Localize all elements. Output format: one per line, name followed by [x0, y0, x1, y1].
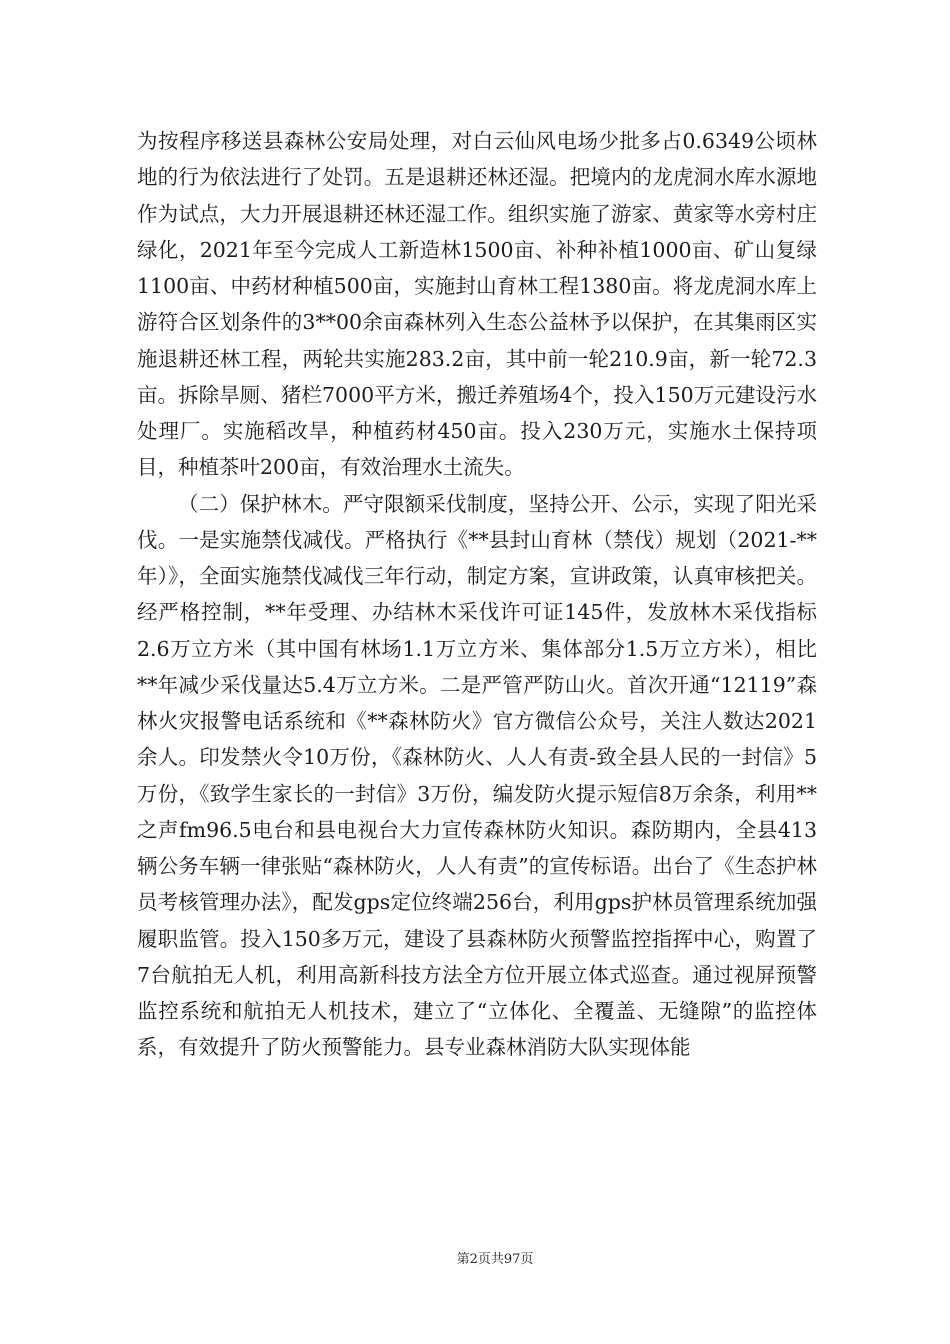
paragraph-continuation: 为按程序移送县森林公安局处理，对白云仙风电场少批多占0.6349公顷林地的行为依法进行了处罚。五是退耕还林还湿。把境内的龙虎洞水库水源地作为试点，大力开展退耕还林还湿工作。组织实施了游家、黄家等水旁村庄绿化，2021年至今完成人工新造林1500亩、补种补植1000亩、矿山复绿1100亩、中药材种植500亩，实施封山育林工程1380亩。将龙虎洞水库上游符合区划条件的3**00余亩森林列入生态公益林予以保护，在其集雨区实施退耕还林工程，两轮共实施283.2亩，其中前一轮210.9亩，新一轮72.3亩。拆除旱厕、猪栏7000平方米，搬迁养殖场4个，投入150万元建设污水处理厂。实施稻改旱，种植药材450亩。投入230万元，实施水土保持项目，种植茶叶200亩，有效治理水土流失。 — [137, 129, 817, 480]
page-number-footer: 第2页共97页 — [456, 1252, 534, 1267]
paragraph-protect-forest: （二）保护林木。严守限额采伐制度，坚持公开、公示，实现了阳光采伐。一是实施禁伐减伐。严格执行《**县封山育林（禁伐）规划（2021-**年）》，全面实施禁伐减伐三年行动，制定方案，宣讲政策，认真审核把关。经严格控制，**年受理、办结林木采伐许可证145件，发放林木采伐指标2.6万立方米（其中国有林场1.1万立方米、集体部分1.5万立方米），相比**年减少采伐量达5.4万立方米。二是严管严防山火。首次开通“12119”森林火灾报警电话系统和《**森林防火》官方微信公众号，关注人数达2021余人。印发禁火令10万份，《森林防火、人人有责-致全县人民的一封信》5万份，《致学生家长的一封信》3万份，编发防火提示短信8万余条，利用**之声fm96.5电台和县电视台大力宣传森林防火知识。森防期内，全县413辆公务车辆一律张贴“森林防火，人人有责”的宣传标语。出台了《生态护林员考核管理办法》，配发gps定位终端256台，利用gps护林员管理系统加强履职监管。投入150多万元，建设了县森林防火预警监控指挥中心，购置了7台航拍无人机，利用高新科技方法全方位开展立体式巡查。通过视屏预警监控系统和航拍无人机技术，建立了“立体化、全覆盖、无缝隙”的监控体系，有效提升了防火预警能力。县专业森林消防大队实现体能 — [137, 491, 817, 1060]
document-body — [137, 123, 817, 1066]
